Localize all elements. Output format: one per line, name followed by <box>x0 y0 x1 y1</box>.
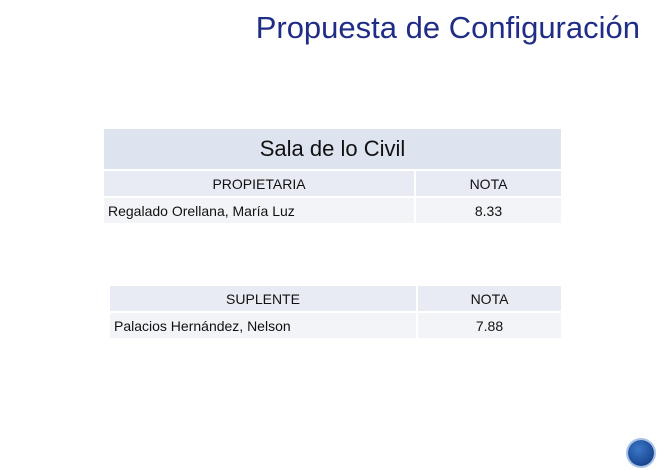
table-row <box>104 197 561 223</box>
table-caption-row <box>104 129 561 170</box>
table-header-row <box>104 170 561 197</box>
civil-table <box>104 129 561 223</box>
column-header-propietaria: PROPIETARIA <box>104 170 415 197</box>
table-header-row <box>110 286 561 312</box>
table-caption: Sala de lo Civil <box>104 129 561 170</box>
column-header-nota: NOTA <box>415 170 561 197</box>
column-header-suplente: SUPLENTE <box>110 286 417 312</box>
candidate-name: Regalado Orellana, María Luz <box>104 197 415 223</box>
circle-nav-icon[interactable] <box>628 440 654 466</box>
table-row <box>110 312 561 338</box>
candidate-name: Palacios Hernández, Nelson <box>110 312 417 338</box>
candidate-score: 8.33 <box>415 197 561 223</box>
slide-title: Propuesta de Configuración <box>255 10 640 45</box>
column-header-nota: NOTA <box>417 286 561 312</box>
candidate-score: 7.88 <box>417 312 561 338</box>
suplente-table <box>110 286 561 338</box>
